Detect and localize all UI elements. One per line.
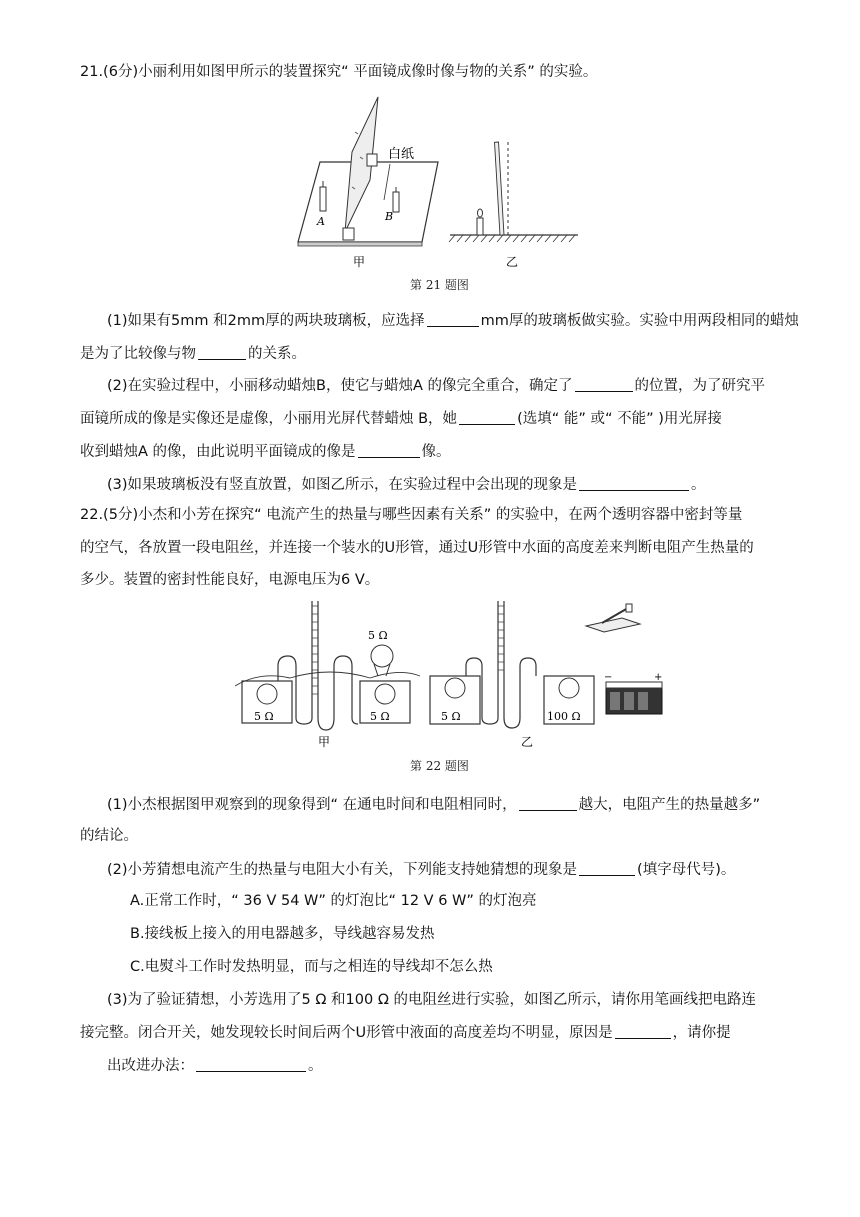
sub-yi: 乙 — [506, 255, 519, 269]
r-right-right: 100 Ω — [547, 710, 581, 723]
answer-blank[interactable] — [198, 343, 246, 360]
label-paper: 白纸 — [388, 147, 415, 162]
q22-header-2: 的空气，各放置一段电阻丝，并连接一个装水的U形管，通过U形管中水面的高度差来判断电阻产生热量的 — [80, 540, 754, 556]
q22-p2-text-a: (2)小芳猜想电流产生的热量与电阻大小有关，下列能支持她猜想的现象是 — [107, 862, 578, 878]
r-mid: 5 Ω — [370, 710, 390, 723]
q21-p3-line1 — [107, 474, 706, 495]
q22-p3-text-e: 。 — [308, 1058, 323, 1074]
q21-p2-text-a: (2)在实验过程中，小丽移动蜡烛B，使它与蜡烛A 的像完全重合，确定了 — [107, 378, 573, 394]
q21-p3-text-b: 。 — [691, 477, 706, 493]
q22-header-3: 多少。装置的密封性能良好，电源电压为6 V。 — [80, 572, 380, 588]
sub-jia: 甲 — [318, 735, 331, 749]
label-b: B — [385, 210, 394, 223]
q21-p2-text-b: 的位置，为了研究平 — [634, 378, 766, 394]
r-top: 5 Ω — [368, 629, 388, 642]
q22-p1-line2: 的结论。 — [80, 828, 138, 844]
answer-blank[interactable] — [575, 375, 633, 392]
q21-p1-line1 — [107, 310, 799, 331]
q22-figure — [230, 596, 670, 756]
answer-blank[interactable] — [427, 310, 479, 327]
q22-p3-text-d: 出改进办法： — [107, 1058, 194, 1074]
r-left: 5 Ω — [254, 710, 274, 723]
answer-blank[interactable] — [579, 859, 635, 876]
q21-p1-text-d: 的关系。 — [248, 346, 306, 362]
q21-p2-line3 — [80, 441, 451, 462]
q22-caption: 第 22 题图 — [410, 759, 469, 773]
q22-p3-text-b: 接完整。闭合开关，她发现较长时间后两个U形管中液面的高度差均不明显，原因是 — [80, 1025, 613, 1041]
sub-yi: 乙 — [521, 735, 534, 749]
q22-header-1: 22.(5分)小杰和小芳在探究“ 电流产生的热量与哪些因素有关系” 的实验中，在两个透明容器中密封等量 — [80, 507, 743, 523]
q22-option-a: A.正常工作时，“ 36 V 54 W” 的灯泡比“ 12 V 6 W” 的灯泡亮 — [130, 893, 537, 909]
q22-p2-line1 — [107, 859, 735, 880]
answer-blank[interactable] — [615, 1022, 671, 1039]
q22-option-b: B.接线板上接入的用电器越多，导线越容易发热 — [130, 926, 435, 942]
q22-p1-line1 — [107, 794, 760, 815]
answer-blank[interactable] — [459, 408, 515, 425]
switch-icon — [586, 604, 640, 632]
q21-p2-line2 — [80, 408, 722, 429]
q21-p2-text-d: (选填“ 能” 或“ 不能” )用光屏接 — [517, 411, 722, 427]
q21-p2-text-f: 像。 — [421, 444, 451, 460]
q22-p3-line3 — [107, 1055, 323, 1076]
q22-p1-text-b: 越大，电阻产生的热量越多” — [578, 797, 761, 813]
q22-p1-text-a: (1)小杰根据图甲观察到的现象得到“ 在通电时间和电阻相同时， — [107, 797, 517, 813]
q22-p3-line2 — [80, 1022, 731, 1043]
q21-p2-line1 — [107, 375, 765, 396]
candle-a — [320, 187, 326, 211]
q22-option-c: C.电熨斗工作时发热明显，而与之相连的导线却不怎么热 — [130, 959, 493, 975]
minus-sign: − — [604, 672, 613, 683]
candle-b — [393, 192, 399, 212]
q21-p1-line2 — [80, 343, 306, 364]
q21-p2-text-c: 面镜所成的像是实像还是虚像，小丽用光屏代替蜡烛 B，她 — [80, 411, 458, 427]
label-a: A — [317, 215, 325, 228]
q21-p2-text-e: 收到蜡烛A 的像，由此说明平面镜成的像是 — [80, 444, 356, 460]
sub-jia: 甲 — [353, 255, 366, 269]
q22-p3-line1: (3)为了验证猜想，小芳选用了5 Ω 和100 Ω 的电阻丝进行实验，如图乙所示，请你用笔画线把电路连 — [107, 992, 757, 1008]
q21-caption: 第 21 题图 — [410, 278, 469, 292]
answer-blank[interactable] — [196, 1055, 306, 1072]
answer-blank[interactable] — [358, 441, 420, 458]
q21-p1-text-c: 是为了比较像与物 — [80, 346, 196, 362]
answer-blank[interactable] — [519, 794, 577, 811]
q21-figure — [290, 92, 590, 272]
battery-icon — [606, 682, 662, 714]
q21-header: 21.(6分)小丽利用如图甲所示的装置探究“ 平面镜成像时像与物的关系” 的实验。 — [80, 64, 598, 80]
plus-sign: + — [654, 672, 663, 683]
q21-p3-text-a: (3)如果玻璃板没有竖直放置，如图乙所示，在实验过程中会出现的现象是 — [107, 477, 578, 493]
q21-p1-text-a: (1)如果有5mm 和2mm厚的两块玻璃板，应选择 — [107, 313, 425, 329]
q21-p1-text-b: mm厚的玻璃板做实验。实验中用两段相同的蜡烛 — [480, 313, 799, 329]
q22-p3-text-c: ，请你提 — [672, 1025, 731, 1041]
answer-blank[interactable] — [579, 474, 689, 491]
r-right-left: 5 Ω — [441, 710, 461, 723]
q22-p2-text-b: (填字母代号)。 — [637, 862, 736, 878]
